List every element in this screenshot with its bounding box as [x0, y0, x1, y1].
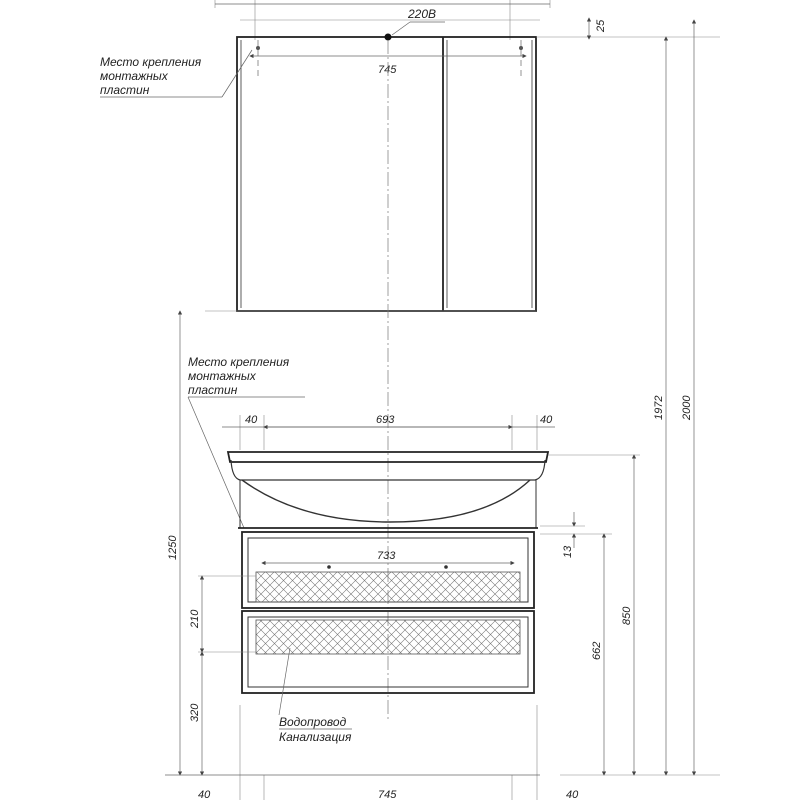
dim-320: 320 — [189, 703, 201, 722]
dim-top-offset: 25 — [595, 19, 607, 32]
dim-mirror-width: 745 — [378, 64, 397, 76]
dim-base-left: 40 — [198, 789, 211, 800]
dim-2000: 2000 — [681, 395, 693, 420]
mount-label-mid — [188, 355, 305, 528]
power-point — [385, 34, 392, 41]
mirror-cabinet — [237, 37, 536, 311]
dim-basin-inner: 693 — [376, 414, 395, 426]
dim-drawer-width: 733 — [377, 550, 396, 562]
svg-text:Место крепления: Место крепления — [100, 55, 202, 69]
dim-1972: 1972 — [653, 395, 665, 420]
dim-1250: 1250 — [167, 535, 179, 560]
mount-label-top — [100, 50, 252, 97]
svg-text:пластин: пластин — [188, 383, 238, 397]
dim-gap: 13 — [562, 545, 574, 558]
dim-base-width: 745 — [378, 789, 397, 800]
dim-basin-right: 40 — [540, 414, 553, 426]
water-label: Водопровод — [279, 715, 347, 729]
dim-662: 662 — [591, 641, 603, 660]
mount-plate-left — [256, 46, 260, 50]
power-label: 220В — [408, 7, 437, 21]
svg-text:монтажных: монтажных — [100, 69, 168, 83]
dim-base-right: 40 — [566, 789, 579, 800]
dim-850: 850 — [621, 606, 633, 625]
sewer-label: Канализация — [279, 730, 352, 744]
svg-text:пластин: пластин — [100, 83, 150, 97]
mount-plate-right — [519, 46, 523, 50]
dim-basin-left: 40 — [245, 414, 258, 426]
svg-text:монтажных: монтажных — [188, 369, 256, 383]
pipe-labels — [279, 648, 352, 744]
dim-210: 210 — [189, 609, 201, 628]
svg-text:Место крепления: Место крепления — [188, 355, 290, 369]
